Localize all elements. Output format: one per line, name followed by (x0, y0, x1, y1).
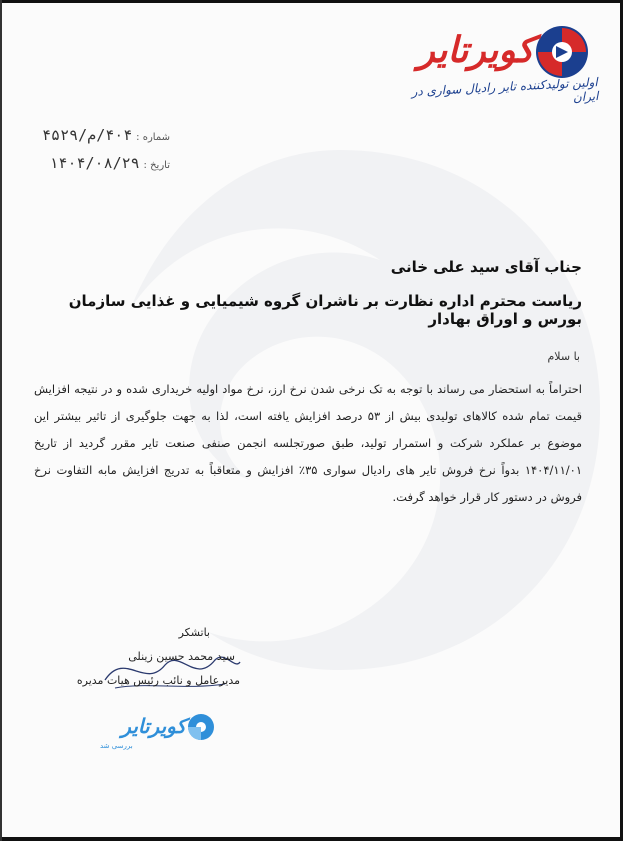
handwritten-signature (95, 640, 245, 700)
reference-date-value: ۱۴۰۴/۰۸/۲۹ (49, 154, 140, 172)
reference-number-label: شماره : (136, 132, 170, 143)
signatory-name: سید محمد حسین زینلی (128, 650, 235, 663)
greeting: با سلام (547, 350, 580, 363)
scan-border-top (0, 0, 623, 3)
stamp-subtext: بررسی شد (100, 742, 133, 750)
brand-logo-wordmark: کویرتایر (417, 30, 534, 71)
reference-number (40, 126, 170, 144)
stamp-globe-icon (186, 712, 216, 742)
recipient-title: ریاست محترم اداره نظارت بر ناشران گروه شیمیایی و غذایی سازمان بورس و اوراق بهادار (68, 292, 582, 328)
company-stamp: کویرتایر (121, 714, 186, 738)
letter-body: احتراماً به استحضار می رساند با توجه به تک نرخی شدن نرخ ارز، نرخ مواد اولیه خریداری شده و در نتیجه افزایش قیمت تمام شده کالاهای تولیدی بیش از ۵۳ درصد افزایش یافته است، لذا به جهت جلوگیری از تاثیر بیشتر این موضوع بر عملکرد شرکت و استمرار تولید، طبق صورتجلسه انجمن صنفی صنعت تایر مقرر گردید از تاریخ ۱۴۰۴/۱۱/۰۱ بدواً نرخ فروش تایر های رادیال سواری ۳۵٪ افزایش و متعاقباً به تدریج افزایش مابه التفاوت نرخ فروش در دستور کار قرار خواهد گرفت. (34, 382, 582, 504)
reference-date-label: تاریخ : (143, 160, 170, 171)
scan-border-bottom (0, 837, 623, 841)
brand-tagline: اولین تولیدکننده تایر رادیال سواری در ایران (411, 75, 599, 105)
signatory-position: مدیرعامل و نائب رئیس هیات مدیره (76, 674, 240, 687)
globe-logo-icon (534, 24, 590, 80)
signature-closing: باتشکر (178, 626, 210, 639)
scan-border-left (0, 0, 2, 841)
addressee-line: جناب آقای سید علی خانی (390, 258, 582, 276)
reference-number-value: ۴۰۴/م/۴۵۲۹ (42, 126, 133, 144)
reference-date (40, 154, 170, 172)
